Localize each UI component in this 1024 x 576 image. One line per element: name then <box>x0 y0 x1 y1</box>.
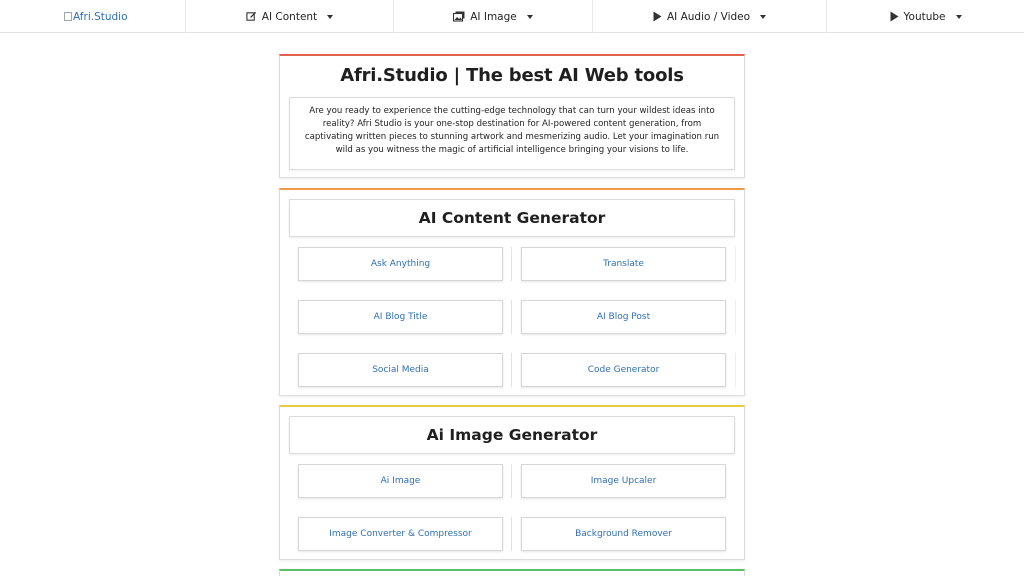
nav-item-ai-image[interactable] <box>394 0 593 33</box>
next-section-panel <box>279 569 745 576</box>
intro-panel <box>279 54 745 178</box>
chevron-down-icon <box>327 15 333 19</box>
column-divider <box>511 300 512 334</box>
tool-ai-image-button[interactable]: Ai Image <box>298 464 503 498</box>
chevron-down-icon <box>760 15 766 19</box>
top-navbar <box>0 0 1024 33</box>
nav-item-youtube[interactable] <box>827 0 1024 33</box>
nav-item-label: AI Image <box>470 10 517 23</box>
page-title: Afri.Studio | The best AI Web tools <box>340 65 684 86</box>
tool-translate-button[interactable]: Translate <box>521 247 726 281</box>
nav-item-label: Youtube <box>903 10 946 23</box>
tool-ai-blog-title-button[interactable]: AI Blog Title <box>298 300 503 334</box>
play-icon <box>890 11 899 22</box>
tool-ask-anything-button[interactable]: Ask Anything <box>298 247 503 281</box>
column-divider <box>511 353 512 387</box>
chevron-down-icon <box>527 15 533 19</box>
column-divider <box>735 353 736 387</box>
tool-code-generator-button[interactable]: Code Generator <box>521 353 726 387</box>
images-icon <box>453 11 465 22</box>
chevron-down-icon <box>956 15 962 19</box>
column-divider <box>735 300 736 334</box>
tool-image-upscaler-button[interactable]: Image Upcaler <box>521 464 726 498</box>
image-generator-panel <box>279 405 745 560</box>
column-divider <box>511 517 512 551</box>
tool-image-converter-button[interactable]: Image Converter & Compressor <box>298 517 503 551</box>
section-title: AI Content Generator <box>289 199 735 237</box>
nav-item-ai-audio-video[interactable] <box>593 0 827 33</box>
site-logo-link[interactable] <box>0 0 186 33</box>
column-divider <box>511 247 512 281</box>
nav-item-label: AI Content <box>261 10 318 23</box>
broken-image-icon <box>64 12 72 21</box>
column-divider <box>735 247 736 281</box>
tool-social-media-button[interactable]: Social Media <box>298 353 503 387</box>
tool-ai-blog-post-button[interactable]: AI Blog Post <box>521 300 726 334</box>
intro-description: Are you ready to experience the cutting-edge technology that can turn your wildest ideas into reality? Afri Studio is your one-stop destination for AI-powered content generation, from captivating written pieces to stunning artwork and mesmerizing audio. Let your imagination run wild as you witness the magic of artificial intelligence bringing your visions to life. <box>289 97 735 170</box>
tool-background-remover-button[interactable]: Background Remover <box>521 517 726 551</box>
column-divider <box>511 464 512 498</box>
section-title: Ai Image Generator <box>289 416 735 454</box>
edit-icon <box>246 11 257 22</box>
nav-item-ai-content[interactable] <box>186 0 394 33</box>
nav-item-label: AI Audio / Video <box>666 10 751 23</box>
site-logo-alt-text: Afri.Studio <box>73 10 128 23</box>
play-icon <box>653 11 662 22</box>
content-generator-panel <box>279 188 745 396</box>
